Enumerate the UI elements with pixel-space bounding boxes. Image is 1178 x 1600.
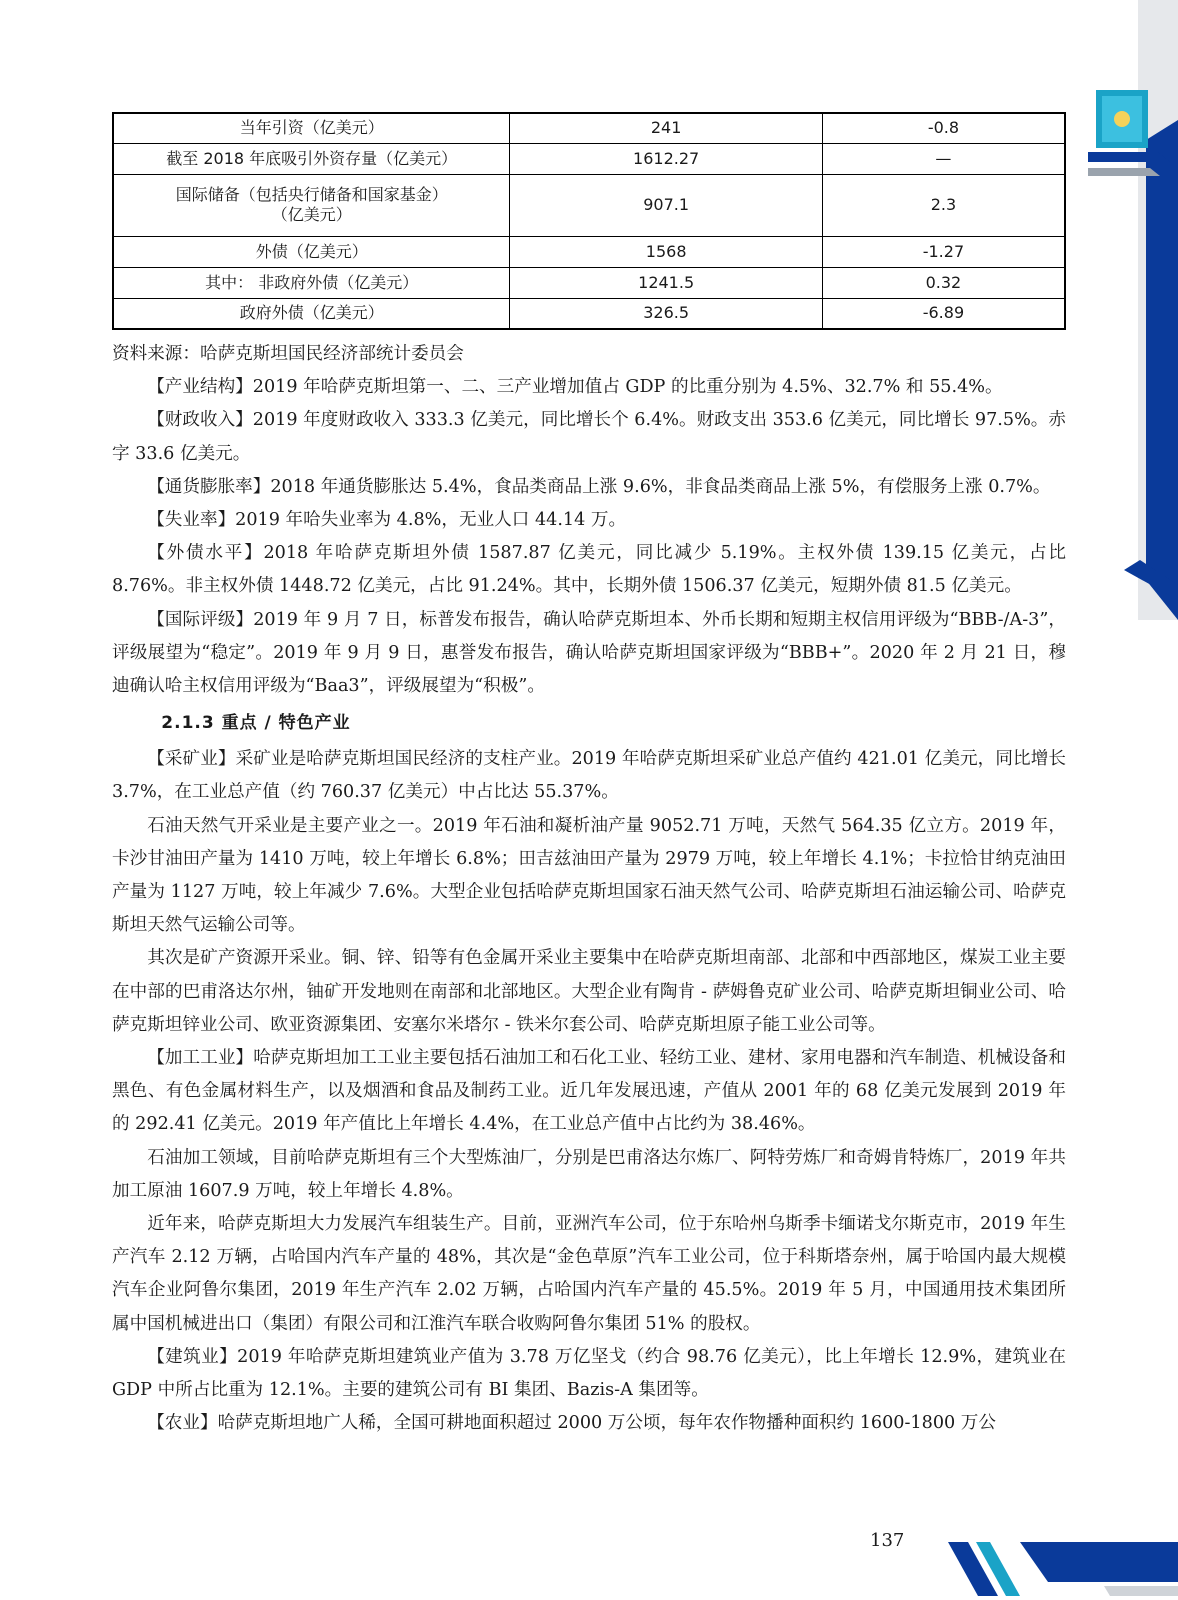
- paragraph: 【财政收入】2019 年度财政收入 333.3 亿美元，同比增长个 6.4%。财政支出 353.6 亿美元，同比增长 97.5%。赤字 33.6 亿美元。: [112, 410, 1066, 464]
- table-row: [113, 298, 1065, 329]
- row-value: 1241.5: [510, 267, 822, 298]
- table-row: [113, 143, 1065, 174]
- row-label-line1: 国际储备（包括央行储备和国家基金）: [175, 185, 448, 204]
- row-value: 241: [510, 113, 822, 143]
- row-change: 2.3: [822, 174, 1065, 236]
- row-value: 1612.27: [510, 143, 822, 174]
- row-label-line2: （亿美元）: [271, 205, 352, 224]
- paragraph: 其次是矿产资源开采业。铜、锌、铅等有色金属开采业主要集中在哈萨克斯坦南部、北部和中西部地区，煤炭工业主要在中部的巴甫洛达尔州，铀矿开发地则在南部和北部地区。大型企业有陶肯 - 萨姆鲁克矿业公司、哈萨克斯坦铜业公司、哈萨克斯坦锌业公司、欧亚资源集团、安塞尔米塔尔 - 铁米尔套公司、哈萨克斯坦原子能工业公司等。: [112, 948, 1066, 1035]
- row-change: -6.89: [822, 298, 1065, 329]
- body-text: [112, 338, 1066, 1441]
- paragraph: 【加工工业】哈萨克斯坦加工工业主要包括石油加工和石化工业、轻纺工业、建材、家用电器和汽车制造、机械设备和黑色、有色金属材料生产，以及烟酒和食品及制药工业。近几年发展迅速，产值从 2001 年的 68 亿美元发展到 2019 年的 292.41 亿美元。2019 年产值比上年增长 4.4%，在工业总产值中占比约为 38.46%。: [112, 1048, 1066, 1135]
- row-label: 政府外债（亿美元）: [113, 298, 510, 329]
- row-value: 1568: [510, 236, 822, 267]
- economic-indicators-table: [112, 112, 1066, 330]
- row-change: —: [822, 143, 1065, 174]
- table-row: [113, 267, 1065, 298]
- row-label: 当年引资（亿美元）: [113, 113, 510, 143]
- paragraph: 【产业结构】2019 年哈萨克斯坦第一、二、三产业增加值占 GDP 的比重分别为 4.5%、32.7% 和 55.4%。: [147, 377, 1003, 398]
- row-label: [113, 174, 510, 236]
- row-label: 其中： 非政府外债（亿美元）: [113, 267, 510, 298]
- paragraph: 【国际评级】2019 年 9 月 7 日，标普发布报告，确认哈萨克斯坦本、外币长期和短期主权信用评级为“BBB-/A-3”，评级展望为“稳定”。2019 年 9 月 9 日，惠誉发布报告，确认哈萨克斯坦国家评级为“BBB+”。2020 年 2 月 21 日，穆迪确认哈主权信用评级为“Baa3”，评级展望为“积极”。: [112, 609, 1066, 697]
- side-decoration: [1088, 0, 1178, 620]
- paragraph: 【外债水平】2018 年哈萨克斯坦外债 1587.87 亿美元，同比减少 5.19%。主权外债 139.15 亿美元，占比 8.76%。非主权外债 1448.72 亿美元，占比 91.24%。其中，长期外债 1506.37 亿美元，短期外债 81.5 亿美元。: [112, 543, 1066, 597]
- footer-decoration: [928, 1530, 1178, 1600]
- paragraph: 【采矿业】采矿业是哈萨克斯坦国民经济的支柱产业。2019 年哈萨克斯坦采矿业总产值约 421.01 亿美元，同比增长 3.7%，在工业总产值（约 760.37 亿美元）中占比达 55.37%。: [112, 749, 1066, 803]
- paragraph: 【通货膨胀率】2018 年通货膨胀达 5.4%，食品类商品上涨 9.6%，非食品类商品上涨 5%，有偿服务上涨 0.7%。: [147, 476, 1051, 497]
- row-label: 截至 2018 年底吸引外资存量（亿美元）: [113, 143, 510, 174]
- row-change: 0.32: [822, 267, 1065, 298]
- table-row: [113, 236, 1065, 267]
- page-number: 137: [870, 1530, 905, 1551]
- paragraph: 【建筑业】2019 年哈萨克斯坦建筑业产值为 3.78 万亿坚戈（约合 98.76 亿美元），比上年增长 12.9%，建筑业在 GDP 中所占比重为 12.1%。主要的建筑公司有 BI 集团、Bazis-A 集团等。: [112, 1346, 1066, 1401]
- flag-emblem-icon: [1114, 111, 1130, 127]
- paragraph: 石油天然气开采业是主要产业之一。2019 年石油和凝析油产量 9052.71 万吨，天然气 564.35 亿立方。2019 年，卡沙甘油田产量为 1410 万吨，较上年增长 6.8%；田吉兹油田产量为 2979 万吨，较上年增长 4.1%；卡拉恰甘纳克油田产量为 1127 万吨，较上年减少 7.6%。大型企业包括哈萨克斯坦国家石油天然气公司、哈萨克斯坦石油运输公司、哈萨克斯坦天然气运输公司等。: [112, 815, 1066, 936]
- paragraph: 【农业】哈萨克斯坦地广人稀，全国可耕地面积超过 2000 万公顷，每年农作物播种面积约 1600-1800 万公: [147, 1413, 996, 1434]
- section-heading: 2.1.3 重点 / 特色产业: [161, 713, 351, 734]
- table-source: 资料来源：哈萨克斯坦国民经济部统计委员会: [112, 344, 464, 364]
- row-label: 外债（亿美元）: [113, 236, 510, 267]
- table-row: [113, 113, 1065, 143]
- paragraph: 近年来，哈萨克斯坦大力发展汽车组装生产。目前，亚洲汽车公司，位于东哈州乌斯季卡缅诺戈尔斯克市，2019 年生产汽车 2.12 万辆，占哈国内汽车产量的 48%，其次是“金色草原”汽车工业公司，位于科斯塔奈州，属于哈国内最大规模汽车企业阿鲁尔集团，2019 年生产汽车 2.02 万辆，占哈国内汽车产量的 45.5%。2019 年 5 月，中国通用技术集团所属中国机械进出口（集团）有限公司和江淮汽车联合收购阿鲁尔集团 51% 的股权。: [112, 1214, 1066, 1334]
- row-value: 326.5: [510, 298, 822, 329]
- row-value: 907.1: [510, 174, 822, 236]
- paragraph: 【失业率】2019 年哈失业率为 4.8%，无业人口 44.14 万。: [147, 510, 627, 531]
- row-change: -1.27: [822, 236, 1065, 267]
- row-change: -0.8: [822, 113, 1065, 143]
- paragraph: 石油加工领域，目前哈萨克斯坦有三个大型炼油厂，分别是巴甫洛达尔炼厂、阿特劳炼厂和奇姆肯特炼厂，2019 年共加工原油 1607.9 万吨，较上年增长 4.8%。: [112, 1147, 1066, 1201]
- table-row: [113, 174, 1065, 236]
